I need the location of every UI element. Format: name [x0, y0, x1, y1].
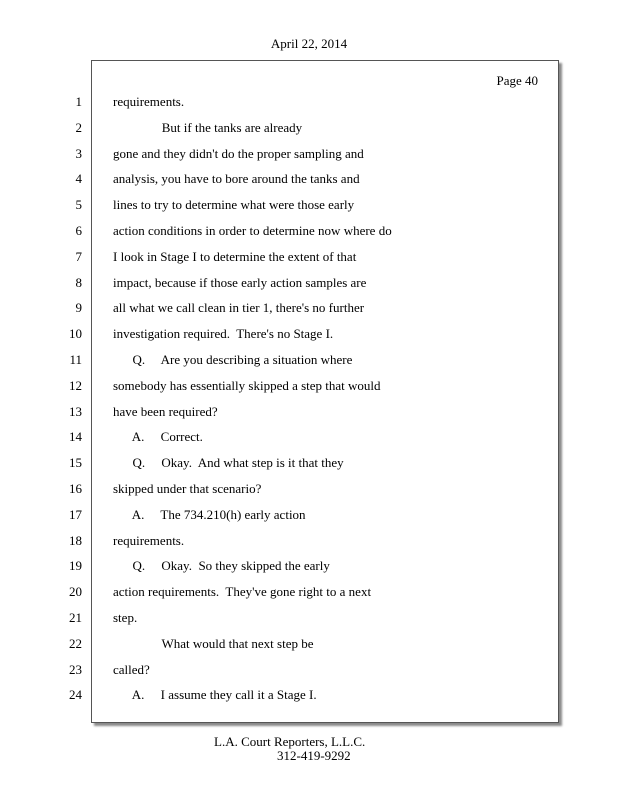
transcript-line: have been required?: [113, 404, 218, 419]
line-number: 20: [69, 584, 82, 599]
transcript-line: skipped under that scenario?: [113, 481, 262, 496]
transcript-line: action conditions in order to determine now where do: [113, 223, 392, 238]
line-number: 9: [75, 300, 82, 315]
transcript-line: requirements.: [113, 94, 185, 109]
transcript-line: action requirements. They've gone right to a next: [113, 584, 372, 599]
line-number: 10: [69, 326, 82, 341]
transcript-line: Q. Are you describing a situation where: [113, 352, 353, 367]
transcript-line: A. The 734.210(h) early action: [113, 507, 306, 522]
transcript-line: gone and they didn't do the proper sampling and: [113, 146, 364, 161]
transcript-line: analysis, you have to bore around the tanks and: [113, 171, 360, 186]
footer-company: L.A. Court Reporters, L.L.C.: [214, 734, 366, 749]
transcript-line: Q. Okay. So they skipped the early: [113, 558, 330, 573]
line-number: 21: [69, 610, 82, 625]
line-number: 8: [75, 275, 82, 290]
line-number: 1: [75, 94, 82, 109]
line-number: 16: [69, 481, 82, 496]
transcript-line: step.: [113, 610, 138, 625]
transcript-line: But if the tanks are already: [113, 120, 303, 135]
transcript-line: I look in Stage I to determine the extent of that: [113, 249, 357, 264]
line-number: 6: [75, 223, 82, 238]
line-number: 18: [69, 533, 82, 548]
line-number: 23: [69, 662, 82, 677]
transcript-line: investigation required. There's no Stage I.: [113, 326, 334, 341]
line-number: 12: [69, 378, 82, 393]
line-number: 14: [69, 429, 82, 444]
transcript-line: impact, because if those early action samples are: [113, 275, 367, 290]
transcript-line: lines to try to determine what were those early: [113, 197, 355, 212]
transcript-line: called?: [113, 662, 150, 677]
transcript-line: all what we call clean in tier 1, there's no further: [113, 300, 365, 315]
line-number: 5: [75, 197, 82, 212]
line-number: 2: [75, 120, 82, 135]
transcript-line: A. Correct.: [113, 429, 203, 444]
line-number: 4: [75, 171, 82, 186]
line-number: 13: [69, 404, 82, 419]
line-number: 22: [69, 636, 82, 651]
line-number: 19: [69, 558, 82, 573]
header-date: April 22, 2014: [270, 36, 348, 51]
transcript-line: Q. Okay. And what step is it that they: [113, 455, 344, 470]
transcript-line: somebody has essentially skipped a step that would: [113, 378, 381, 393]
line-number: 15: [69, 455, 82, 470]
line-number: 7: [75, 249, 82, 264]
line-number: 11: [69, 352, 82, 367]
transcript-line: What would that next step be: [113, 636, 314, 651]
transcript-line: A. I assume they call it a Stage I.: [113, 687, 317, 702]
transcript-line: requirements.: [113, 533, 185, 548]
line-number: 3: [75, 146, 82, 161]
line-number: 24: [69, 687, 82, 702]
line-number: 17: [69, 507, 82, 522]
page-number: Page 40: [496, 73, 538, 88]
footer-phone: 312-419-9292: [277, 748, 351, 763]
